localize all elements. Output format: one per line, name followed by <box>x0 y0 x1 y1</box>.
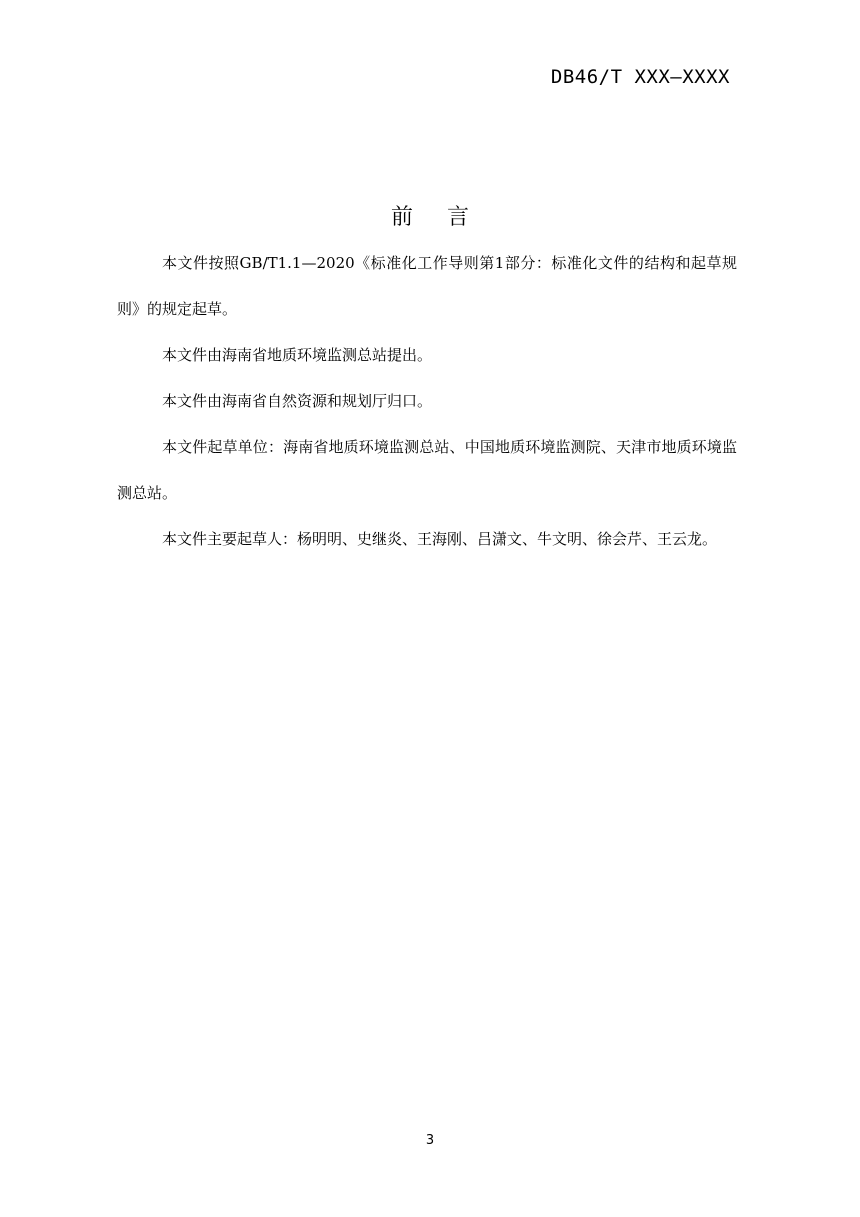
page-title: 前言 <box>390 205 503 230</box>
page-number: 3 <box>425 1133 435 1148</box>
foreword-body <box>117 240 737 562</box>
paragraph-drafters: 本文件主要起草人：杨明明、史继炎、王海刚、吕潇文、牛文明、徐会芹、王云龙。 <box>162 530 718 548</box>
paragraph-drafting-units: 本文件起草单位：海南省地质环境监测总站、中国地质环境监测院、天津市地质环境监测总站。 <box>117 438 737 502</box>
paragraph-proposer: 本文件由海南省地质环境监测总站提出。 <box>162 346 433 364</box>
standard-code: DB46/T XXX—XXXX <box>550 66 730 88</box>
paragraph-administrator: 本文件由海南省自然资源和规划厅归口。 <box>162 392 433 410</box>
paragraph-drafting-rules: 本文件按照GB/T1.1—2020《标准化工作导则第1部分：标准化文件的结构和起草规则》的规定起草。 <box>117 254 737 318</box>
